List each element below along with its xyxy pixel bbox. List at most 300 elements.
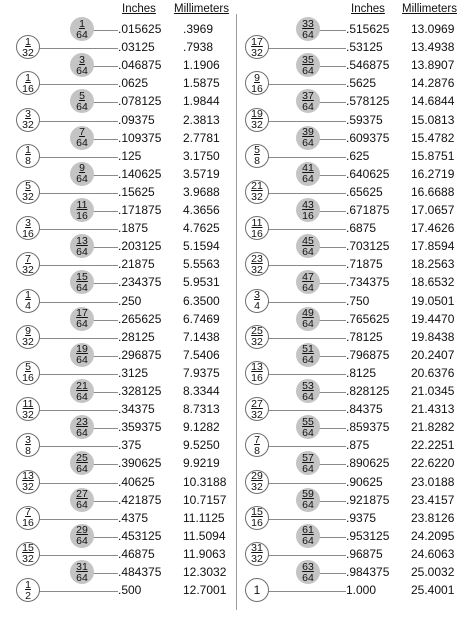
fraction-denominator: 32 [22,553,34,566]
fraction-numerator: 23 [251,252,263,265]
conversion-row [0,180,237,204]
millimeters-value: 7.9375 [183,365,220,380]
millimeters-value: 8.7313 [183,402,220,417]
inches-value: .359375 [118,420,162,435]
inches-value: .09375 [118,112,155,127]
fraction-numerator: 25 [251,325,263,338]
millimeters-value: 9.5250 [183,438,220,453]
leader-line [257,519,346,520]
millimeters-value: 21.8282 [411,420,455,435]
fraction-badge [16,108,40,132]
fraction-badge [16,216,40,240]
fraction-numerator: 57 [302,451,314,464]
fraction-denominator: 64 [302,535,314,548]
fraction-numerator: 43 [302,198,314,211]
conversion-row [237,542,474,566]
millimeters-value: 20.2407 [411,347,455,362]
inches-value: .234375 [118,275,162,290]
leader-line [257,338,346,339]
millimeters-value: 15.4782 [411,130,455,145]
fraction-denominator: 64 [76,100,88,113]
millimeters-value: 5.9531 [183,275,220,290]
millimeters-value: 15.8751 [411,148,455,163]
millimeters-value: 14.2876 [411,76,455,91]
fraction-denominator: 32 [22,481,34,493]
fraction-badge [16,361,40,385]
conversion-row [237,252,474,276]
fraction-badge [245,289,269,313]
fraction-denominator: 4 [254,300,260,312]
conversion-row [237,71,474,95]
fraction-badge [16,144,40,168]
leader-line [257,121,346,122]
conversion-row [237,35,474,59]
inches-value: .046875 [118,58,162,73]
millimeters-value: 2.3813 [183,112,220,127]
conversion-row [237,470,474,493]
inches-value: .546875 [346,58,390,73]
fraction-badge [296,343,320,367]
leader-line [28,302,118,303]
conversion-row [237,379,474,403]
fraction-badge [296,451,320,475]
fraction-numerator: 49 [302,307,314,320]
fraction-badge [245,35,269,59]
inches-value: .9375 [346,510,377,525]
millimeters-value: 15.0813 [411,112,455,127]
leader-line [28,374,118,375]
conversion-row [0,198,237,222]
conversion-row [0,53,237,77]
fraction-badge [296,270,320,294]
fraction-numerator: 29 [76,524,88,537]
fraction-numerator: 15 [251,506,263,519]
right-conversion-column [237,0,474,618]
millimeters-value: 20.6376 [411,365,455,380]
conversion-row [237,234,474,258]
fraction-numerator: 33 [302,17,314,30]
fraction-numerator: 21 [251,180,263,193]
millimeters-value: 23.0188 [411,474,455,489]
conversion-row [237,415,474,439]
fraction-denominator: 64 [76,281,88,294]
millimeters-value: 11.5094 [183,528,226,543]
fraction-badge [70,17,94,41]
conversion-row [237,582,474,600]
conversion-row [237,89,474,113]
fraction-badge [70,307,94,331]
millimeters-value: 7.5406 [183,347,220,362]
fraction-denominator: 32 [22,263,34,276]
inches-value: .250 [118,293,142,308]
fraction-denominator: 64 [302,100,314,113]
millimeters-value: 3.5719 [183,166,220,181]
inches-value: .765625 [346,311,390,326]
fraction-denominator: 64 [76,64,88,77]
inches-value: .921875 [346,492,390,507]
leader-line [257,555,346,556]
leader-line [257,48,346,49]
inches-value: .53125 [346,40,383,55]
leader-line [28,48,118,49]
inches-value: .328125 [118,384,162,398]
conversion-row [0,578,237,602]
conversion-row [237,126,474,150]
fraction-denominator: 64 [76,28,88,41]
fraction-denominator: 32 [251,553,263,566]
fraction-numerator: 47 [302,270,314,283]
fraction-denominator: 32 [22,119,34,131]
conversion-row [0,35,237,59]
conversion-row [0,162,237,186]
fraction-numerator: 3 [254,289,260,301]
inches-value: .609375 [346,130,390,145]
fraction-badge [70,234,94,258]
fraction-denominator: 64 [76,535,88,548]
fraction-numerator: 1 [25,578,31,591]
leader-line [28,229,118,230]
leader-line [28,446,118,447]
millimeters-value: 10.7157 [183,492,227,507]
fraction-numerator: 27 [76,488,88,501]
fraction-badge [245,397,269,421]
inches-value: .0625 [118,76,149,91]
conversion-row [0,270,237,294]
fraction-numerator: 17 [251,35,263,48]
fraction-badge [70,560,94,584]
fraction-badge [245,433,269,457]
inches-value: .875 [346,438,370,453]
fraction-badge [296,53,320,77]
fraction-numerator: 15 [76,270,88,283]
fraction-numerator: 39 [302,126,314,139]
fraction-numerator: 1 [25,71,31,84]
inches-value: .265625 [118,311,162,326]
fraction-numerator: 61 [302,524,314,537]
conversion-row [0,470,237,493]
fraction-numerator: 1 [25,35,31,48]
fraction-badge [245,108,269,132]
fraction-numerator: 17 [76,307,88,320]
millimeters-value: 14.6844 [411,94,455,109]
conversion-row [0,216,237,240]
fraction-numerator: 11 [251,216,263,229]
fraction-numerator: 55 [302,415,314,428]
fraction-denominator: 8 [25,444,31,457]
fraction-denominator: 32 [22,336,34,349]
fraction-badge [70,451,94,475]
fraction-denominator: 64 [76,390,88,403]
conversion-row [0,415,237,439]
fraction-badge [70,343,94,367]
millimeters-value: 11.9063 [183,546,226,561]
fraction-numerator: 3 [79,53,85,66]
fraction-denominator: 16 [251,517,263,530]
conversion-row [237,307,474,331]
fraction-badge [16,470,40,494]
fraction-numerator: 9 [254,71,260,84]
millimeters-header: Millimeters [174,3,229,15]
millimeters-value: 21.0345 [411,384,455,398]
millimeters-value: 17.8594 [411,239,455,254]
fraction-denominator: 64 [76,426,88,439]
conversion-row [237,325,474,349]
fraction-badge [296,126,320,150]
fraction-badge [70,270,94,294]
inches-value: .78125 [346,329,383,344]
millimeters-value: 1.9844 [183,94,220,109]
inches-value: .828125 [346,384,390,398]
fraction-badge [245,216,269,240]
inches-value: .21875 [118,257,155,272]
inches-value: .203125 [118,239,162,254]
millimeters-header-right: Millimeters [402,3,457,15]
millimeters-value: 10.3188 [183,474,227,489]
conversion-row [0,307,237,331]
leader-line [257,374,346,375]
fraction-numerator: 7 [79,126,85,139]
inches-value: .015625 [118,22,162,36]
fraction-denominator: 64 [302,318,314,331]
fraction-numerator: 29 [251,470,263,482]
fraction-denominator: 32 [22,46,34,59]
fraction-badge [245,71,269,95]
inches-value: .500 [118,583,142,598]
conversion-row [0,524,237,548]
inches-value: .1875 [118,221,149,236]
fraction-numerator: 13 [22,470,34,482]
millimeters-value: 22.2251 [411,438,455,453]
leader-line [257,193,346,194]
fraction-numerator: 1 [25,289,31,301]
leader-line [28,193,118,194]
fraction-numerator: 1 [253,583,261,598]
conversion-row [0,289,237,312]
fraction-denominator: 16 [302,209,314,222]
fraction-denominator: 32 [22,408,34,421]
inches-value: .421875 [118,492,162,507]
fraction-denominator: 64 [302,245,314,258]
millimeters-value: 23.4157 [411,492,455,507]
millimeters-value: 19.4470 [411,311,455,326]
millimeters-value: 3.1750 [183,148,220,163]
fraction-badge [245,180,269,204]
fraction-numerator: 35 [302,53,314,66]
leader-line [28,121,118,122]
millimeters-value: 2.7781 [183,130,220,145]
millimeters-value: 18.2563 [411,257,455,272]
fraction-denominator: 16 [22,517,34,530]
fraction-badge [16,289,40,313]
millimeters-value: 1.5875 [183,76,220,91]
inches-value: .8125 [346,365,377,380]
fraction-denominator: 8 [254,444,260,457]
fraction-denominator: 8 [25,155,31,168]
inches-value: .078125 [118,94,162,109]
leader-line [257,446,346,447]
fraction-badge [70,415,94,439]
fraction-badge [296,162,320,186]
inches-value: .296875 [118,347,162,362]
inches-value: .515625 [346,22,390,36]
millimeters-value: 19.8438 [411,329,455,344]
fraction-denominator: 64 [302,390,314,403]
leader-line [257,591,346,592]
millimeters-value: 12.7001 [183,583,227,598]
conversion-row [237,53,474,77]
millimeters-value: 17.4626 [411,221,455,236]
fraction-denominator: 64 [76,571,88,584]
inches-value: .796875 [346,347,390,362]
fraction-denominator: 32 [251,191,263,204]
fraction-denominator: 32 [251,46,263,59]
conversion-row [237,216,474,240]
fraction-badge [70,53,94,77]
fraction-badge [70,198,94,222]
fraction-denominator: 64 [302,571,314,584]
leader-line [28,555,118,556]
conversion-row [237,560,474,584]
fraction-numerator: 25 [76,451,88,464]
inches-value: .109375 [118,130,162,145]
inches-value: .890625 [346,456,390,471]
leader-line [257,157,346,158]
fraction-denominator: 32 [251,119,263,131]
fraction-denominator: 16 [251,82,263,95]
inches-value: .71875 [346,257,383,272]
millimeters-value: 7.1438 [183,329,220,344]
fraction-badge [245,578,269,602]
fraction-badge [16,35,40,59]
fraction-denominator: 2 [25,589,31,602]
leader-line [257,229,346,230]
fraction-badge [16,578,40,602]
conversion-row [0,379,237,403]
inches-value: .3125 [118,365,149,380]
fraction-numerator: 7 [25,506,31,519]
conversion-row [0,89,237,113]
conversion-row [237,488,474,512]
millimeters-value: 4.3656 [183,203,220,217]
millimeters-value: 5.5563 [183,257,220,272]
conversion-row [237,433,474,457]
inches-value: .953125 [346,528,390,543]
millimeters-value: 25.4001 [411,583,455,598]
inches-value: .453125 [118,528,162,543]
fraction-badge [296,234,320,258]
fraction-denominator: 32 [251,263,263,276]
fraction-numerator: 7 [254,433,260,446]
inches-value: .46875 [118,546,155,561]
fraction-numerator: 37 [302,89,314,102]
conversion-row [0,17,237,41]
fraction-badge [16,506,40,530]
fraction-numerator: 13 [76,234,88,247]
conversion-row [0,451,237,475]
fraction-denominator: 64 [76,137,88,150]
fraction-numerator: 31 [251,542,263,555]
leader-line [28,157,118,158]
fraction-numerator: 5 [25,180,31,193]
fraction-denominator: 64 [302,173,314,186]
fraction-numerator: 23 [76,415,88,428]
leader-line [257,265,346,266]
millimeters-value: 13.8907 [411,58,455,73]
inches-header-right: Inches [351,3,385,15]
millimeters-value: 12.3032 [183,565,227,579]
millimeters-value: 8.3344 [183,384,220,398]
fraction-denominator: 64 [76,499,88,512]
conversion-row [237,343,474,367]
inches-value: .484375 [118,565,162,579]
fraction-denominator: 32 [251,336,263,349]
fraction-denominator: 64 [76,173,88,186]
fraction-denominator: 64 [302,354,314,367]
conversion-row [0,108,237,131]
fraction-numerator: 1 [25,144,31,157]
inches-value: .65625 [346,184,383,199]
conversion-row [0,542,237,566]
fraction-denominator: 16 [251,227,263,240]
fraction-denominator: 64 [302,462,314,475]
inches-value: .84375 [346,402,383,417]
fraction-numerator: 31 [76,560,88,573]
millimeters-value: 23.8126 [411,510,455,525]
inches-value: .984375 [346,565,390,579]
inches-value: 1.000 [346,583,377,598]
conversion-row [237,506,474,530]
fraction-numerator: 5 [254,144,260,157]
conversion-row [237,162,474,186]
conversion-row [237,198,474,222]
inches-value: .625 [346,148,370,163]
fraction-numerator: 1 [79,17,85,30]
fraction-denominator: 16 [22,82,34,95]
inches-value: .59375 [346,112,383,127]
leader-line [257,483,346,484]
millimeters-value: 18.6532 [411,275,455,290]
fraction-numerator: 53 [302,379,314,392]
fraction-numerator: 51 [302,343,314,356]
fraction-numerator: 11 [22,397,34,410]
fraction-badge [16,397,40,421]
fraction-numerator: 41 [302,162,314,175]
fraction-badge [296,524,320,548]
conversion-row [0,71,237,95]
fraction-numerator: 7 [25,252,31,265]
fraction-numerator: 21 [76,379,88,392]
fraction-badge [296,560,320,584]
fraction-badge [70,89,94,113]
fraction-badge [16,180,40,204]
fraction-denominator: 64 [302,426,314,439]
fraction-numerator: 9 [79,162,85,175]
inches-value: .578125 [346,94,390,109]
leader-line [28,410,118,411]
inches-value: .90625 [346,474,383,489]
conversion-row [0,252,237,276]
fraction-badge [70,379,94,403]
leader-line [28,338,118,339]
conversion-row [0,126,237,150]
fraction-numerator: 5 [25,361,31,374]
millimeters-value: 9.9219 [183,456,220,471]
fraction-badge [296,89,320,113]
inches-value: .375 [118,438,142,453]
millimeters-value: 6.3500 [183,293,220,308]
millimeters-value: 16.2719 [411,166,455,181]
fraction-badge [296,488,320,512]
